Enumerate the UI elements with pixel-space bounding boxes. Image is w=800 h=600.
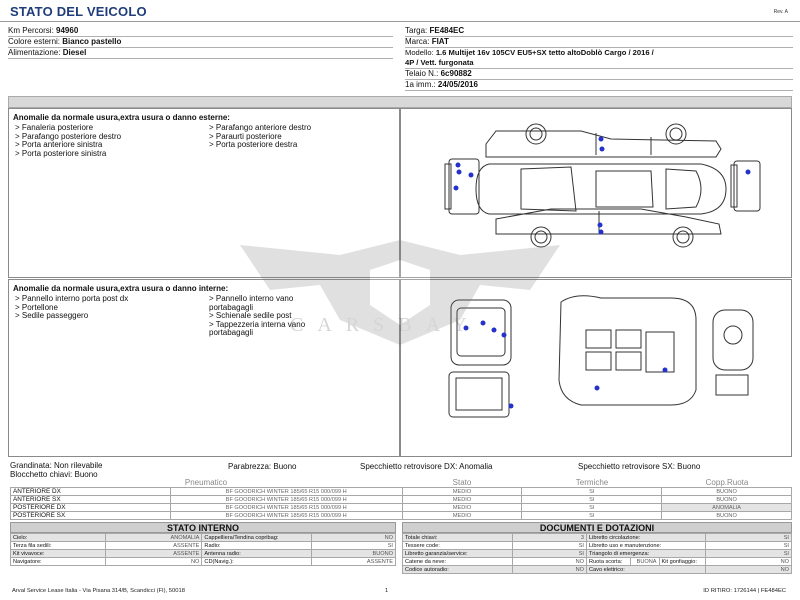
damage-item: > Schienale sedile post [209, 311, 292, 320]
grandinata-text: Grandinata: Non rilevabile [10, 461, 103, 470]
table-row: Catene da neve: NO Ruota scorta: BUONA Kit gonfiaggio: NO [403, 558, 792, 566]
vehicle-info-right [405, 26, 793, 91]
damage-item: > Fanaleria posteriore [15, 123, 94, 132]
interior-side-panel-left [451, 300, 511, 365]
table-row: POSTERIORE SX BF GOODRICH WINTER 185/65 R15 000/099 H MEDIO SI BUONO [11, 512, 792, 520]
table-row: Navigatore: NO CD(Navig.): ASSENTE [11, 558, 396, 566]
damage-marker [481, 321, 486, 326]
interior-rear-door-view [449, 372, 509, 417]
table-row: ANTERIORE SX BF GOODRICH WINTER 185/65 R15 000/099 H MEDIO SI BUONO [11, 496, 792, 504]
damage-item: > Portellone [15, 302, 58, 312]
stato-interno-box [10, 522, 396, 566]
car-side-top-view [486, 124, 721, 157]
blocchetto-text: Blocchetto chiavi: Buono [10, 469, 98, 479]
damage-marker [457, 170, 462, 175]
damage-marker [746, 170, 751, 175]
exterior-diagram-panel [400, 108, 792, 278]
watermark-text: CARSBAY [290, 314, 481, 336]
damage-marker [502, 333, 507, 338]
footer-company: Arval Service Lease Italia - Via Pisana 314/B, Scandicci (FI), 50018 [12, 588, 185, 594]
page-title: STATO DEL VEICOLO [10, 4, 147, 19]
exterior-list-1 [15, 124, 121, 158]
exterior-title: Anomalie da normale usura,extra usura o danno esterne: [13, 113, 230, 122]
table-row: Terza fila sedili: ASSENTE Radio: SI [11, 542, 396, 550]
damage-marker [599, 230, 604, 235]
col-coppa: Copp.Ruota [705, 478, 749, 487]
interior-damage-panel [8, 279, 400, 457]
table-row: Totale chiavi: 3 Libretto circolazione: SI [403, 534, 792, 542]
telaio-row: Telaio N.: 6c90882 [405, 69, 472, 78]
damage-item: > Tappezzeria interna vano [209, 319, 306, 329]
damage-item: > Parafango posteriore destro [15, 131, 122, 141]
interior-list-2 [209, 295, 305, 338]
damage-marker [595, 386, 600, 391]
tyre-rows [10, 487, 792, 520]
tyre-table-header [10, 478, 792, 487]
interior-title: Anomalie da normale usura,extra usura o danno interne: [13, 284, 229, 293]
documenti-box [402, 522, 792, 574]
col-termiche: Termiche [575, 478, 609, 487]
damage-marker [509, 404, 514, 409]
vehicle-info-left [8, 26, 393, 59]
header-divider [0, 21, 800, 22]
damage-item: portabagagli [209, 302, 254, 312]
interior-car-diagram [401, 280, 793, 458]
alimentazione-row: Alimentazione: Diesel [8, 48, 87, 57]
table-row: ANTERIORE DX BF GOODRICH WINTER 185/65 R15 000/099 H MEDIO SI BUONO [11, 488, 792, 496]
damage-marker [464, 326, 469, 331]
damage-item: > Porta posteriore sinistra [15, 148, 107, 158]
immatricolazione-row: 1a imm.: 24/05/2016 [405, 80, 478, 89]
car-front-view [445, 159, 479, 214]
exterior-car-diagram [401, 109, 793, 279]
summary-left [10, 462, 103, 479]
damage-marker [456, 163, 461, 168]
km-row: Km Percorsi: 94960 [8, 26, 79, 35]
section-bar [8, 96, 792, 108]
table-row: Cielo: ANOMALIA Cappelliera/Tendina copribag: NO [11, 534, 396, 542]
damage-marker [492, 328, 497, 333]
table-row: Tessere code: SI Libretto uso e manutenzione: SI [403, 542, 792, 550]
damage-item: > Porta posteriore destra [209, 140, 298, 149]
col-pneumatico: Pneumatico [184, 478, 228, 487]
car-top-view [476, 164, 726, 214]
revision-label: Rev. A [773, 9, 788, 15]
table-row: POSTERIORE DX BF GOODRICH WINTER 185/65 R15 000/099 H MEDIO SI ANOMALIA [11, 504, 792, 512]
damage-item: > Paraurti posteriore [209, 131, 282, 141]
damage-item: > Porta anteriore sinistra [15, 140, 103, 149]
exterior-damage-panel [8, 108, 400, 278]
damage-item: portabagagli [209, 328, 254, 337]
damage-marker [598, 223, 603, 228]
damage-marker [663, 368, 668, 373]
documenti-table [402, 533, 792, 574]
table-row: Codice autoradio: NO Cavo elettrico: NO [403, 566, 792, 574]
damage-marker [454, 186, 459, 191]
car-rear-view [731, 161, 760, 211]
targa-row: Targa: FE484EC [405, 26, 465, 35]
damage-item: > Sedile passeggero [15, 311, 89, 320]
table-row: Kit vivavoce: ASSENTE Antenna radio: BUONO [11, 550, 396, 558]
interior-list-1 [15, 295, 128, 321]
modello-row: Modello: 1.6 Multijet 16v 105CV EU5+SX tetto altoDoblò Cargo / 2016 / [405, 48, 654, 57]
col-stato: Stato [452, 478, 472, 487]
stato-interno-title: STATO INTERNO [10, 522, 396, 533]
damage-item: > Parafango anteriore destro [209, 123, 312, 132]
colore-row: Colore esterni: Bianco pastello [8, 37, 122, 46]
specchietto-sx-text: Specchietto retrovisore SX: Buono [578, 462, 701, 471]
damage-item: > Pannello interno vano [209, 294, 294, 303]
documenti-title: DOCUMENTI E DOTAZIONI [402, 522, 792, 533]
modello-row-2: 4P / Vett. furgonata [405, 58, 474, 67]
damage-marker [599, 137, 604, 142]
footer-id: ID RITIRO: 1726144 | FE484EC [703, 588, 786, 594]
damage-marker [600, 147, 605, 152]
marca-row: Marca: FIAT [405, 37, 449, 46]
footer-page-number: 1 [385, 588, 389, 594]
interior-top-view [559, 296, 696, 405]
table-row: Libretto garanzia/service: SI Triangolo di emergenza: SI [403, 550, 792, 558]
stato-interno-table [10, 533, 396, 566]
specchietto-dx-text: Specchietto retrovisore DX: Anomalia [360, 462, 493, 471]
exterior-list-2 [209, 124, 311, 150]
damage-marker [469, 173, 474, 178]
damage-item: > Pannello interno porta post dx [15, 294, 129, 303]
interior-diagram-panel [400, 279, 792, 457]
tyre-table [10, 478, 792, 520]
car-side-bottom-view [496, 209, 721, 247]
steering-wheel-view [713, 310, 753, 395]
parabrezza-text: Parabrezza: Buono [228, 462, 297, 471]
